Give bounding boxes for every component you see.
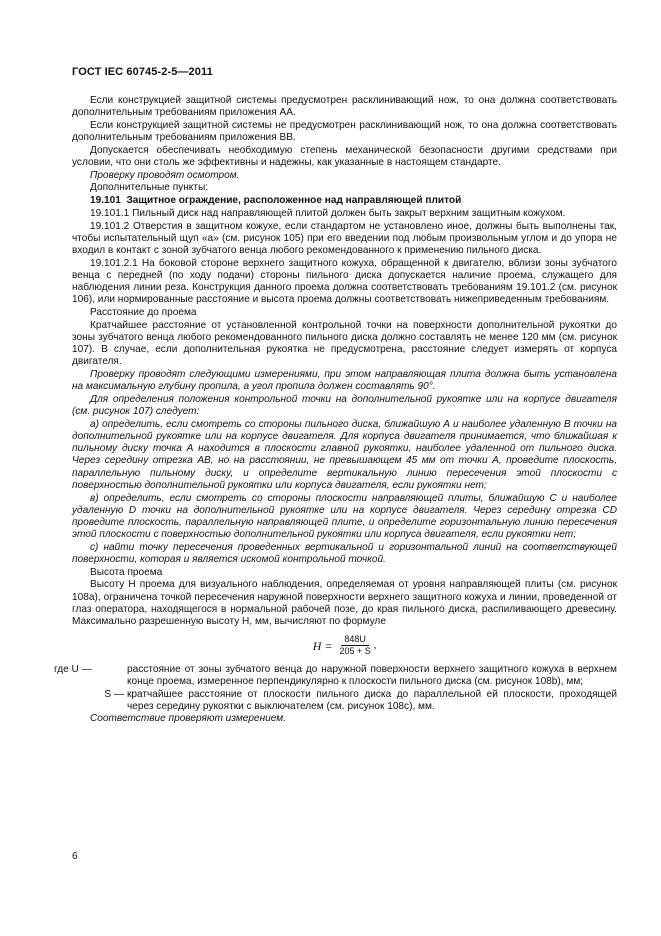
page-number: 6: [72, 851, 78, 862]
formula-comma: ,: [373, 639, 377, 651]
formula-numerator: 848U: [341, 634, 369, 646]
subheading: Расстояние до проема: [90, 306, 197, 318]
definition-text: кратчайшее расстояние от плоскости пильного диска до параллельной ей плоскости, проходящей через середину рукоятки с выключателем (см. рисунок 108с), мм.: [127, 688, 617, 712]
list-item-c: с) найти точку пересечения проведенных вертикальной и горизонтальной линий на соответствующей поверхности, которая и является искомой контрольной точкой.: [72, 541, 617, 566]
definition-label: S —: [104, 688, 124, 700]
formula: [72, 634, 617, 657]
paragraph-check: Проверку проводят осмотром.: [90, 169, 240, 181]
paragraph: 19.101.2 Отверстия в защитном кожухе, если стандартом не установлено иное, должны быть выполнены так, чтобы испытательный щуп «а» (см. рисунок 105) при его введении под любым произвольным углом и до упора не входил в контакт с зоной зубчатого венца любого рекомендованного к применению пильного диска.: [72, 220, 617, 256]
definition-u: [54, 664, 617, 688]
definition-text: расстояние от зоны зубчатого венца до наружной поверхности верхнего защитного кожуха в верхнем конце проема, измеренное перпендикулярно к плоскости пильного диска (см. рисунок 108b), мм;: [127, 664, 617, 688]
paragraph: 19.101.2.1 На боковой стороне верхнего защитного кожуха, обращенной к двигателю, вблизи зоны зубчатого венца с передней (по ходу подачи) стороны пильного диска допускается наличие проема, служащего для наблюдения линии реза. Конструкция данного проема должна соответствовать требованиям 19.101.2 (см. рисунок 106), или нормированные расстояние и высота проема должны соответствовать нижеприведенным требованиям.: [72, 257, 617, 306]
section-title: Защитное ограждение, расположенное над направляющей плитой: [126, 195, 462, 207]
formula-denominator: 205 + S: [339, 646, 371, 657]
paragraph: Высоту Н проема для визуального наблюдения, определяемая от уровня направляющей плиты (см. рисунок 108а), ограничена точкой пересечения наружной поверхности верхнего защитного кожуха и линии, проведенной от глаз оператора, находящегося в нормальной рабочей позе, до края пильного диска, распиливающего древесину. Максимально разрешенную высоту Н, мм, вычисляют по формуле: [72, 579, 617, 628]
list-item-b: в) определить, если смотреть со стороны плоскости направляющей плиты, ближайшую С и наиболее удаленную D точки на дополнительной рукоятке или на корпусе двигателя. Через середину отрезка CD проведите плоскость, параллельную направляющей плите, и определите горизонтальную линию пересечения этой плоскости с поверхностью дополнительной рукоятки или корпуса двигателя, если рукоятки нет;: [72, 492, 617, 541]
subheading: Высота проема: [90, 566, 163, 578]
definition-label: где U —: [54, 664, 92, 676]
paragraph: Если конструкцией защитной системы предусмотрен расклинивающий нож, то она должна соответствовать дополнительным требованиям приложения АА.: [72, 95, 617, 119]
paragraph: Допускается обеспечивать необходимую степень механической безопасности другими средствами при условии, что они столь же эффективны и надежны, как указанные в настоящем стандарте.: [72, 144, 617, 169]
list-item-a: а) определить, если смотреть со стороны пильного диска, ближайшую А и наиболее удаленную В точки на дополнительной рукоятке или на корпусе двигателя. Для корпуса двигателя принимается, что ближайшая к пильному диску точка А находится в плоскости главной рукоятки, наиболее удаленной от пильного диска. Через середину отрезка АВ, но на расстоянии, не превышающем 45 мм от точки А, проведите плоскость, параллельную пильному диску, и определите вертикальную линию пересечения этой плоскости с поверхностью дополнительной рукоятки или корпуса двигателя, если рукоятки нет;: [72, 418, 617, 491]
paragraph: 19.101.1 Пильный диск над направляющей плитой должен быть закрыт верхним защитным кожухом.: [90, 207, 566, 219]
formula-fraction: [336, 634, 373, 657]
paragraph: Если конструкцией защитной системы не предусмотрен расклинивающий нож, то она должна соответствовать дополнительным требованиям приложения ВВ.: [72, 119, 617, 144]
paragraph-check: Соответствие проверяют измерением.: [90, 713, 287, 725]
paragraph-check: Для определения положения контрольной точки на дополнительной рукоятке или на корпусе двигателя (см. рисунок 107) следует:: [72, 393, 617, 418]
paragraph: Кратчайшее расстояние от установленной контрольной точки на поверхности дополнительной рукоятки до зоны зубчатого венца любого рекомендованного пильного диска должно составлять не менее 120 мм (см. рисунок 107). В случае, если дополнительная рукоятка не предусмотрена, расстояние следует измерять от корпуса двигателя.: [72, 319, 617, 368]
section-number: 19.101: [90, 195, 121, 207]
paragraph: Дополнительные пункты:: [90, 182, 209, 194]
definition-s: [72, 689, 617, 713]
definitions: [54, 664, 617, 713]
page-body: [54, 95, 617, 726]
section-heading: [72, 195, 617, 207]
paragraph-check: Проверку проводят следующими измерениями, при этом направляющая плита должна быть установлена на максимальную глубину пропила, а угол пропила должен составлять 90°.: [72, 368, 617, 393]
document-header: ГОСТ IEC 60745-2-5—2011: [72, 66, 213, 78]
formula-lhs: H =: [312, 638, 333, 653]
